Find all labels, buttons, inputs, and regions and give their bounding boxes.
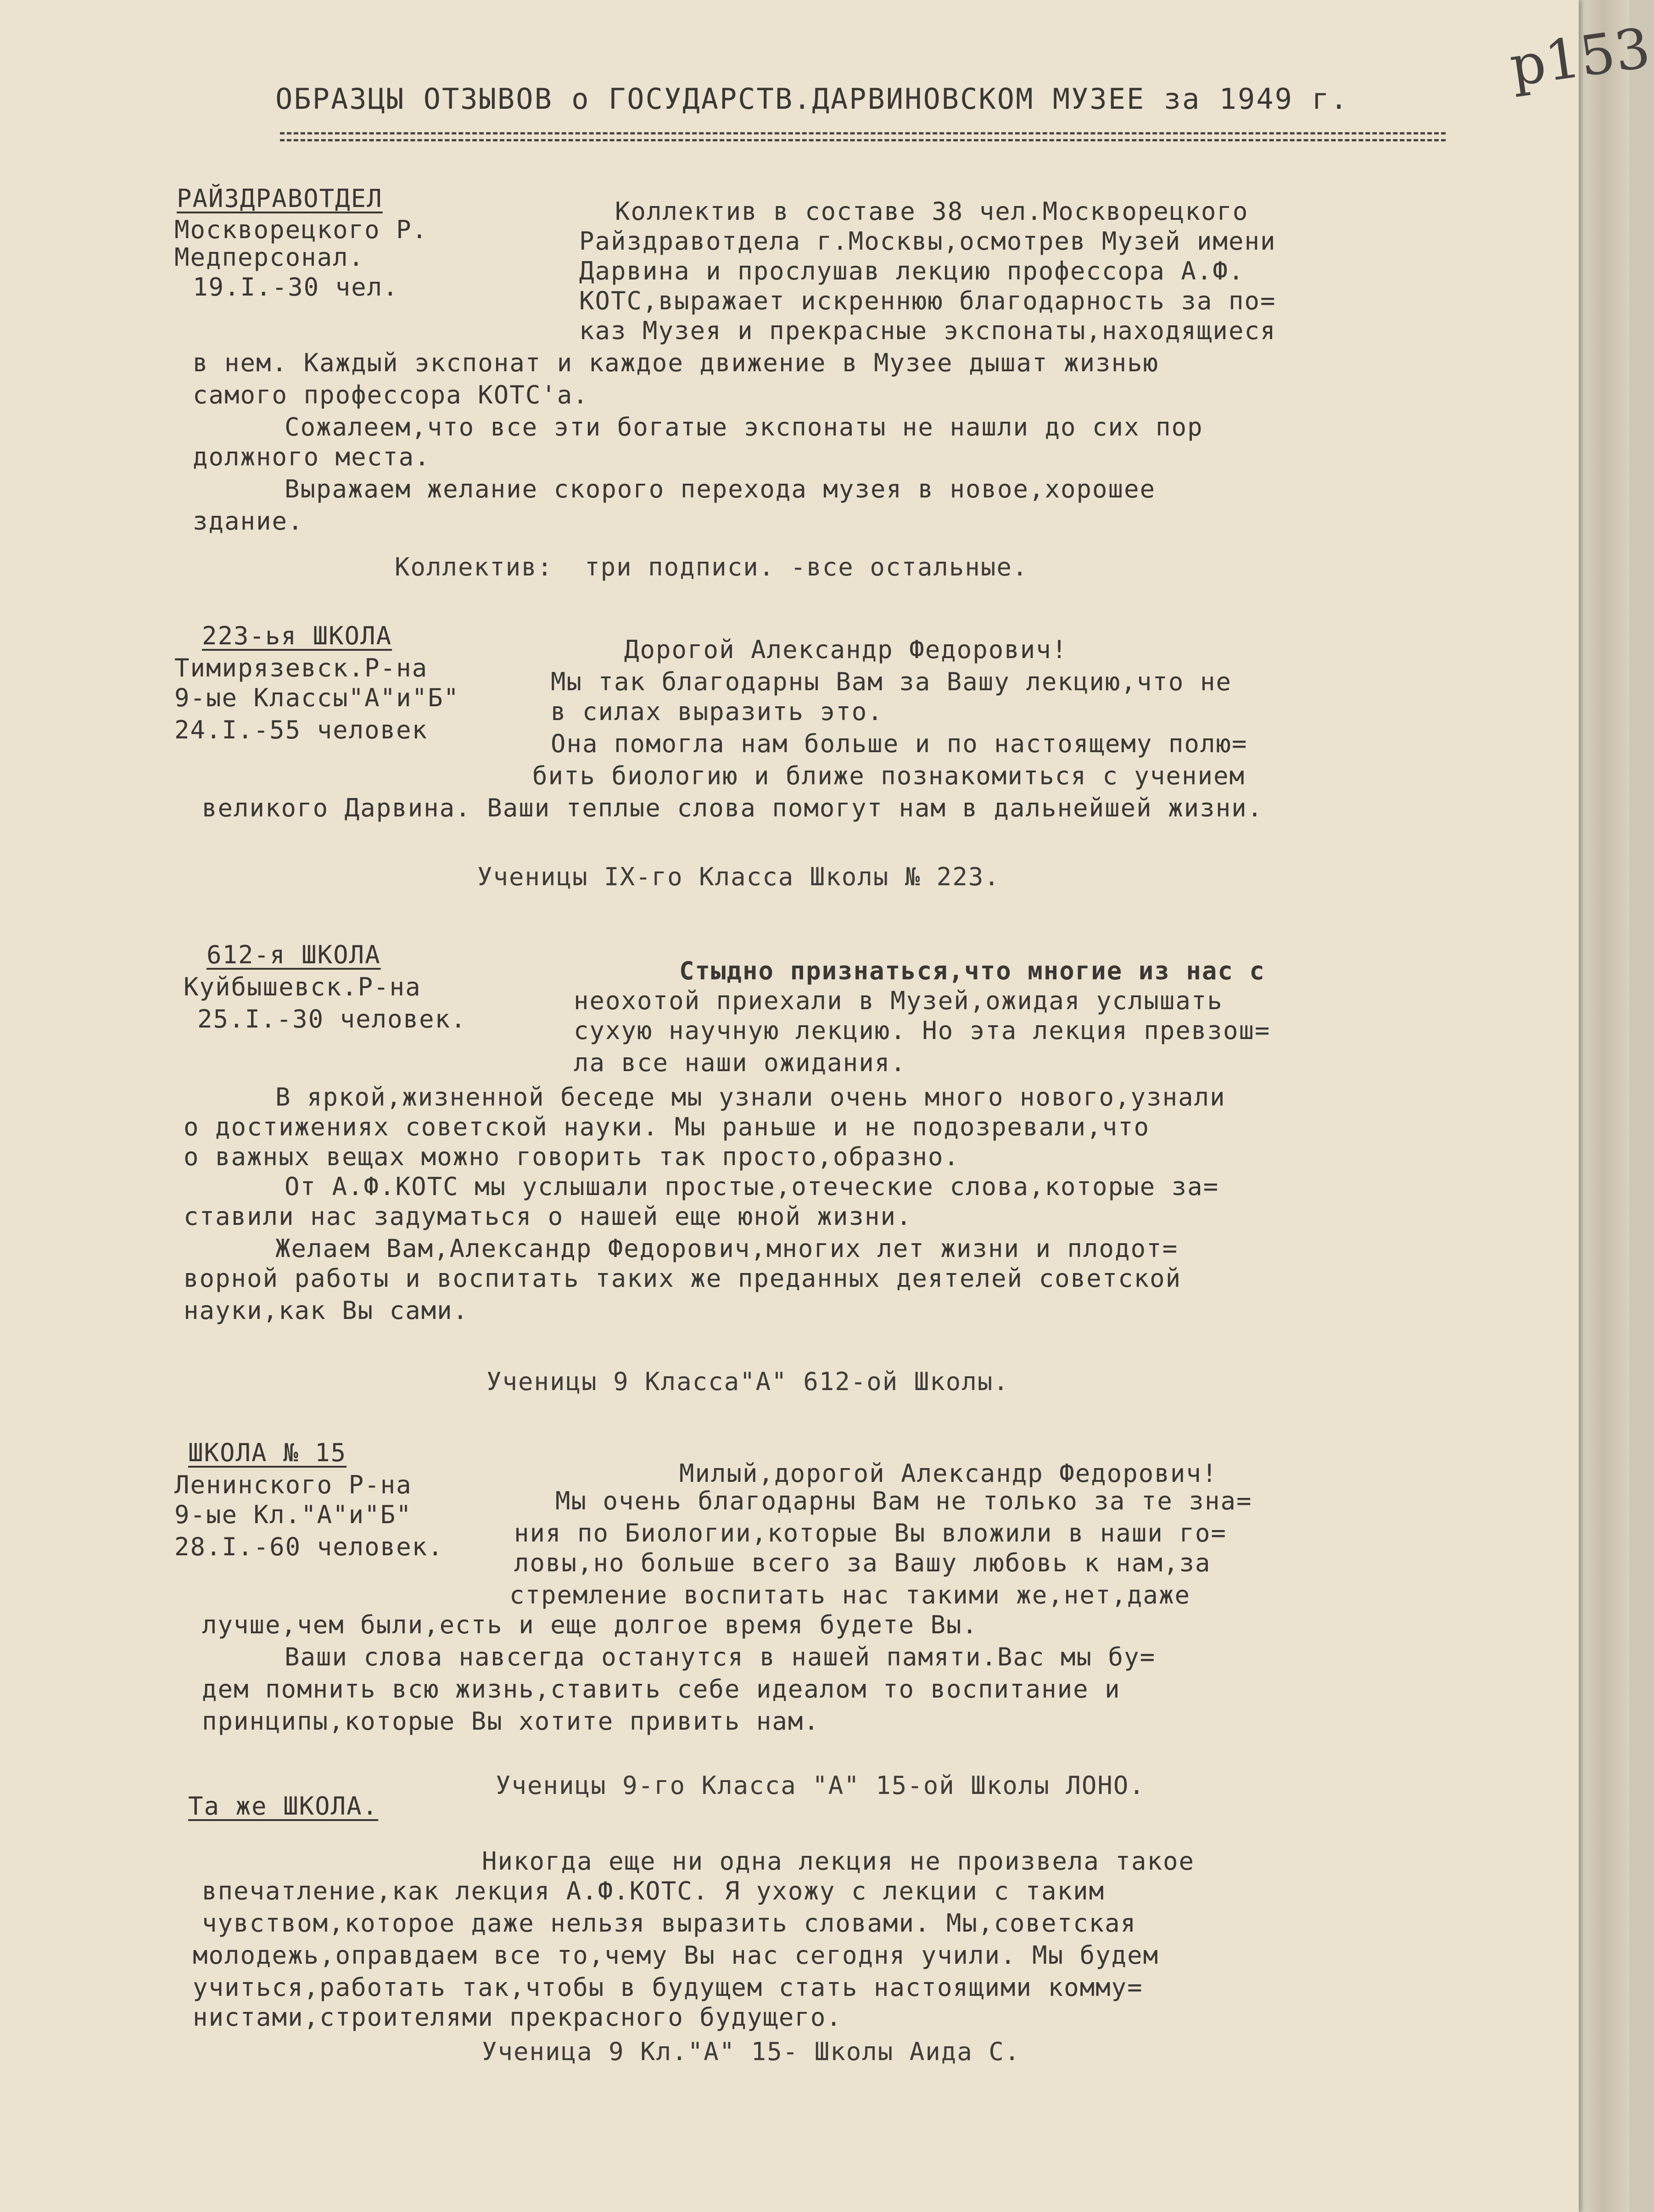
review-3-line-2: неохотой приехали в Музей,ожидая услышать (574, 986, 1223, 1015)
review-1-line-3: Дарвина и прослушав лекцию профессора А.Ф. (579, 257, 1245, 285)
review-4-line-2: Мы очень благодарны Вам не только за те зна= (555, 1486, 1252, 1515)
review-1-line-6: в нем. Каждый экспонат и каждое движение в Музее дышат жизнью (193, 348, 1159, 377)
review-1-line-8: Сожалеем,что все эти богатые экспонаты не нашли до сих пор (285, 413, 1203, 441)
review-4-meta-1: Ленинского Р-на (174, 1470, 412, 1499)
review-3-line-9: ставили нас задуматься о нашей еще юной жизни. (184, 1202, 912, 1231)
review-5-org: Та же ШКОЛА. (188, 1792, 379, 1821)
review-3-line-5: В яркой,жизненной беседе мы узнали очень много нового,узнали (275, 1083, 1226, 1112)
review-3-meta-1: Куйбышевск.Р-на (184, 972, 421, 1001)
review-1-meta-2: Медперсонал. (174, 243, 365, 272)
review-1-meta-1: Москворецкого Р. (174, 215, 428, 244)
review-2-line-6: великого Дарвина. Ваши теплые слова помогут нам в дальнейшей жизни. (202, 793, 1263, 822)
review-5-line-6: нистами,строителями прекрасного будущего. (193, 2003, 842, 2032)
review-5-signature: Ученица 9 Кл."А" 15- Школы Аида С. (482, 2037, 1021, 2066)
review-1-line-2: Райздравотдела г.Москвы,осмотрев Музей имени (579, 227, 1276, 256)
review-1-line-4: КОТС,выражает искреннюю благодарность за по= (579, 286, 1276, 315)
review-1-line-5: каз Музея и прекрасные экспонаты,находящиеся (579, 316, 1276, 345)
review-4-line-3: ния по Биологии,которые Вы вложили в наши го= (514, 1519, 1227, 1547)
review-3-line-3: сухую научную лекцию. Но эта лекция превзош= (574, 1016, 1271, 1045)
review-3-line-4: ла все наши ожидания. (574, 1048, 906, 1077)
review-2-line-3: в силах выразить это. (551, 697, 883, 726)
review-1-line-9: должного места. (193, 442, 430, 471)
review-2-line-2: Мы так благодарны Вам за Вашу лекцию,что не (551, 667, 1232, 696)
review-3-meta-2: 25.I.-30 человек. (197, 1005, 467, 1033)
review-5-line-3: чувством,которое даже нельзя выразить словами. Мы,советская (202, 1909, 1137, 1938)
review-1-org: РАЙЗДРАВОТДЕЛ (177, 184, 383, 213)
review-3-line-7: о важных вещах можно говорить так просто,образно. (184, 1142, 960, 1171)
review-1-line-1: Коллектив в составе 38 чел.Москворецкого (615, 197, 1249, 226)
title-double-rule (280, 132, 1446, 140)
review-3-line-6: о достижениях советской науки. Мы раньше и не подозревали,что (184, 1112, 1150, 1141)
review-3-line-1: Стыдно признаться,что многие из нас с (679, 956, 1265, 985)
review-2-meta-3: 24.I.-55 человек (174, 715, 428, 744)
review-3-line-12: науки,как Вы сами. (184, 1296, 469, 1325)
review-3-line-8: От А.Ф.КОТС мы услышали простые,отеческие слова,которые за= (285, 1172, 1219, 1201)
review-2-line-1: Дорогой Александр Федорович! (624, 635, 1068, 664)
review-5-line-2: впечатление,как лекция А.Ф.КОТС. Я ухожу с лекции с таким (202, 1877, 1105, 1905)
review-1-line-11: здание. (193, 507, 304, 536)
review-2-org: 223-ья ШКОЛА (202, 621, 392, 650)
archive-page-number: р153 (1506, 16, 1654, 99)
review-5-line-1: Никогда еще ни одна лекция не произвела такое (482, 1847, 1195, 1876)
document-title: ОБРАЗЦЫ ОТЗЫВОВ о ГОСУДАРСТВ.ДАРВИНОВСКОМ МУЗЕЕ за 1949 г. (275, 82, 1349, 116)
review-3-line-10: Желаем Вам,Александр Федорович,многих лет жизни и плодот= (275, 1234, 1179, 1263)
review-4-line-6: лучше,чем были,есть и еще долгое время будете Вы. (202, 1610, 978, 1639)
review-2-meta-1: Тимирязевск.Р-на (174, 654, 428, 682)
review-3-line-11: ворной работы и воспитать таких же преданных деятелей советской (184, 1264, 1182, 1293)
review-2-signature: Ученицы IX-го Класса Школы № 223. (477, 862, 1000, 891)
review-4-line-9: принципы,которые Вы хотите привить нам. (202, 1707, 820, 1736)
review-2-meta-2: 9-ые Классы"А"и"Б" (174, 683, 460, 712)
review-5-line-5: учиться,работать так,чтобы в будущем стать настоящими комму= (193, 1973, 1143, 2002)
review-4-line-8: дем помнить всю жизнь,ставить себе идеалом то воспитание и (202, 1675, 1121, 1704)
review-4-signature: Ученицы 9-го Класса "А" 15-ой Школы ЛОНО. (496, 1771, 1145, 1800)
review-1-line-10: Выражаем желание скорого перехода музея в новое,хорошее (285, 475, 1156, 503)
review-4-meta-2: 9-ые Кл."А"и"Б" (174, 1500, 412, 1529)
review-1-signature: Коллектив: три подписи. -все остальные. (395, 553, 1028, 581)
review-3-signature: Ученицы 9 Класса"А" 612-ой Школы. (486, 1367, 1009, 1396)
review-4-meta-3: 28.I.-60 человек. (174, 1532, 444, 1561)
review-4-line-7: Ваши слова навсегда останутся в нашей памяти.Вас мы бу= (285, 1642, 1156, 1671)
review-3-org: 612-я ШКОЛА (207, 940, 381, 969)
review-2-line-4: Она помогла нам больше и по настоящему полю= (551, 729, 1248, 758)
review-1-meta-3: 19.I.-30 чел. (193, 273, 399, 302)
review-4-org: ШКОЛА № 15 (188, 1438, 347, 1467)
review-4-line-1: Милый,дорогой Александр Федорович! (679, 1459, 1218, 1488)
review-4-line-4: ловы,но больше всего за Вашу любовь к нам,за (514, 1548, 1211, 1577)
review-1-line-7: самого профессора КОТС'а. (193, 380, 589, 409)
review-5-line-4: молодежь,оправдаем все то,чему Вы нас сегодня учили. Мы будем (193, 1941, 1159, 1970)
review-2-line-5: бить биологию и ближе познакомиться с учением (532, 761, 1245, 790)
review-4-line-5: стремление воспитать нас такими же,нет,даже (509, 1581, 1190, 1609)
